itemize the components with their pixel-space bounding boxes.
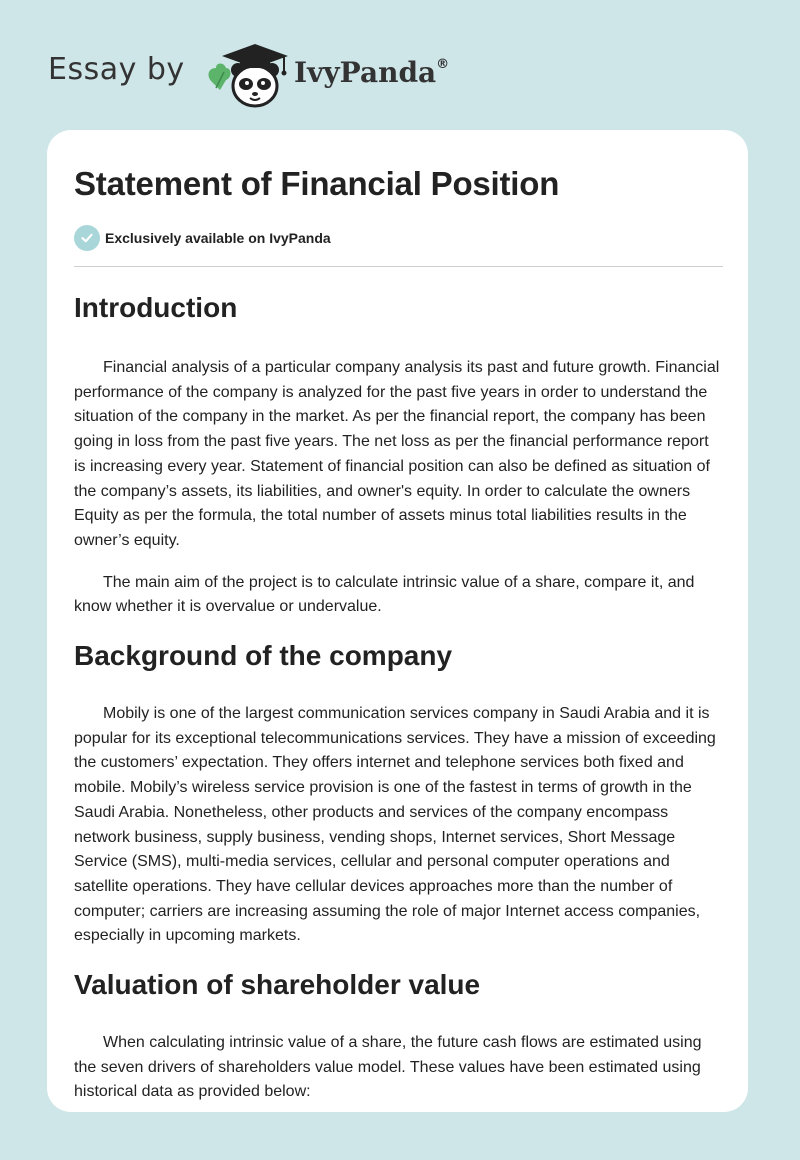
paragraph: Mobily is one of the largest communication services company in Saudi Arabia and it is popular for its exceptional telecommunications services. They have a mission of exceeding the customers’ expectation. They offers internet and telephone services both fixed and mobile. Mobily’s wireless service provision is one of the fastest in terms of growth in the Saudi Arabia. Nonetheless, other products and services of the company encompass network business, supply business, vending shops, Internet services, Short Message Service (SMS), multi-media services, cellular and personal computer operations and satellite operations. They have cellular devices approaches more than the number of computer; carriers are increasing assuming the role of major Internet access companies, especially in upcoming markets. (74, 705, 716, 945)
paragraph: Financial analysis of a particular company analysis its past and future growth. Financial performance of the company is analyzed for the past five years in order to understand the situation of the company in the market. As per the financial report, the company has been going in loss from the past five years. The net loss as per the financial performance report is increasing every year. Statement of financial position can also be defined as situation of the company’s assets, its liabilities, and owner's equity. In order to calculate the owners Equity as per the formula, the total number of assets minus total liabilities results in the owner’s equity. (74, 359, 720, 549)
article-card (47, 130, 748, 1112)
section-heading-introduction: Introduction (74, 292, 238, 323)
exclusive-badge-text: Exclusively available on IvyPanda (105, 230, 331, 246)
essay-by-label: Essay by (48, 52, 185, 87)
brand-name[interactable]: IvyPanda® (294, 56, 450, 89)
article-content (74, 162, 723, 1105)
paragraph: The main aim of the project is to calculate intrinsic value of a share, compare it, and know whether it is overvalue or undervalue. (74, 573, 695, 616)
divider (74, 266, 723, 267)
check-circle-icon (74, 225, 100, 251)
section-heading-valuation: Valuation of shareholder value (74, 969, 481, 1001)
site-header (48, 36, 648, 116)
panda-graduate-logo-icon[interactable] (202, 38, 292, 110)
page-title: Statement of Financial Position (74, 165, 560, 202)
paragraph: When calculating intrinsic value of a share, the future cash flows are estimated using the seven drivers of shareholders value model. These values have been estimated using historical data as provided below: (74, 1034, 702, 1101)
registered-mark: ® (436, 56, 450, 72)
section-heading-background: Background of the company (74, 640, 453, 672)
exclusive-badge (74, 224, 723, 252)
